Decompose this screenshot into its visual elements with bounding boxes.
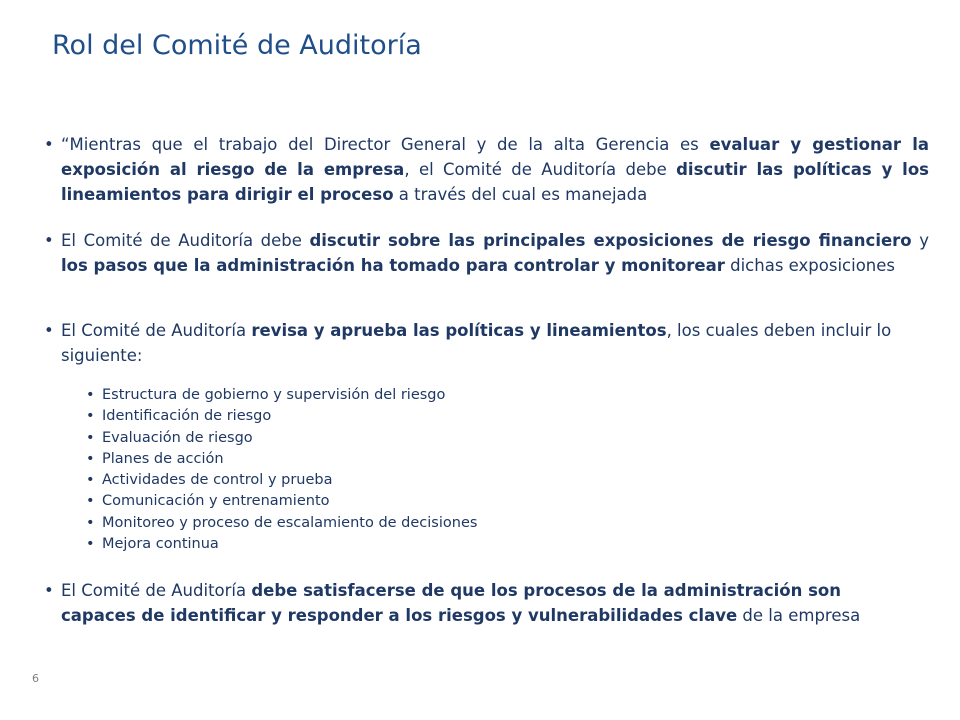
text-run: El Comité de Auditoría: [61, 321, 252, 340]
bullet-item: [44, 578, 919, 628]
bullet-text: [61, 318, 929, 368]
bold-run: los pasos que la administración ha tomado para controlar y monitorear: [61, 256, 725, 275]
bullet-text: [61, 132, 929, 207]
bullet-marker: •: [86, 514, 95, 531]
sub-bullet-text: Estructura de gobierno y supervisión del riesgo: [102, 387, 446, 403]
sub-bullet-item: [86, 491, 477, 512]
bullet-marker: •: [86, 472, 95, 489]
sub-bullet-text: Comunicación y entrenamiento: [102, 493, 330, 510]
bullet-marker: •: [44, 135, 54, 154]
bullet-marker: •: [44, 321, 54, 340]
bullet-text: [61, 228, 929, 278]
page-title: Rol del Comité de Auditoría: [52, 30, 422, 61]
bullet-marker: •: [44, 231, 54, 250]
page-number: 6: [32, 672, 39, 685]
text-run: dichas exposiciones: [724, 256, 895, 275]
text-run: y: [911, 231, 929, 250]
text-run: “Mientras que el trabajo del Director General y de la alta Gerencia es: [61, 135, 710, 154]
bold-run: discutir sobre las principales exposiciones de riesgo financiero: [309, 231, 912, 250]
bullet-marker: •: [86, 408, 95, 425]
bullet-marker: •: [44, 581, 54, 600]
bold-run: discutir las políticas y los lineamientos para dirigir el proceso: [61, 160, 929, 204]
sub-bullet-text: Monitoreo y proceso de escalamiento de decisiones: [102, 514, 478, 531]
bullet-text: [61, 578, 919, 628]
bullet-item: [44, 132, 929, 207]
bullet-marker: •: [86, 387, 95, 403]
sub-bullet-text: Mejora continua: [102, 536, 219, 553]
sub-bullet-item: [86, 534, 477, 555]
sub-bullet-item: [86, 406, 477, 427]
bullet-marker: •: [86, 429, 95, 446]
text-run: El Comité de Auditoría debe: [61, 231, 310, 250]
text-run: a través del cual es manejada: [393, 185, 648, 204]
text-run: , el Comité de Auditoría debe: [404, 160, 677, 179]
bold-run: debe satisfacerse de que los procesos de la administración son capaces de identificar y responder a los riesgos y vulnerabilidades clave: [61, 581, 842, 625]
sub-bullet-item: [86, 428, 477, 449]
sub-bullet-item: [86, 470, 477, 491]
text-run: El Comité de Auditoría: [61, 581, 252, 600]
bold-run: revisa y aprueba las políticas y lineamientos: [251, 321, 667, 340]
bullet-marker: •: [86, 536, 95, 553]
text-run: de la empresa: [737, 606, 861, 625]
bullet-item: [44, 318, 929, 368]
bullet-marker: •: [86, 450, 95, 467]
bullet-item: [44, 228, 929, 278]
sub-bullet-text: Planes de acción: [102, 450, 224, 467]
sub-bullet-text: Identificación de riesgo: [102, 408, 272, 425]
sub-bullet-list: [86, 385, 477, 555]
bold-run: evaluar y gestionar la exposición al riesgo de la empresa: [61, 135, 929, 179]
bullet-marker: •: [86, 493, 95, 510]
text-run: , los cuales deben incluir lo siguiente:: [61, 321, 892, 365]
sub-bullet-item: [86, 385, 477, 406]
sub-bullet-text: Evaluación de riesgo: [102, 429, 253, 446]
sub-bullet-item: [86, 513, 477, 534]
sub-bullet-item: [86, 449, 477, 470]
sub-bullet-text: Actividades de control y prueba: [102, 472, 333, 489]
